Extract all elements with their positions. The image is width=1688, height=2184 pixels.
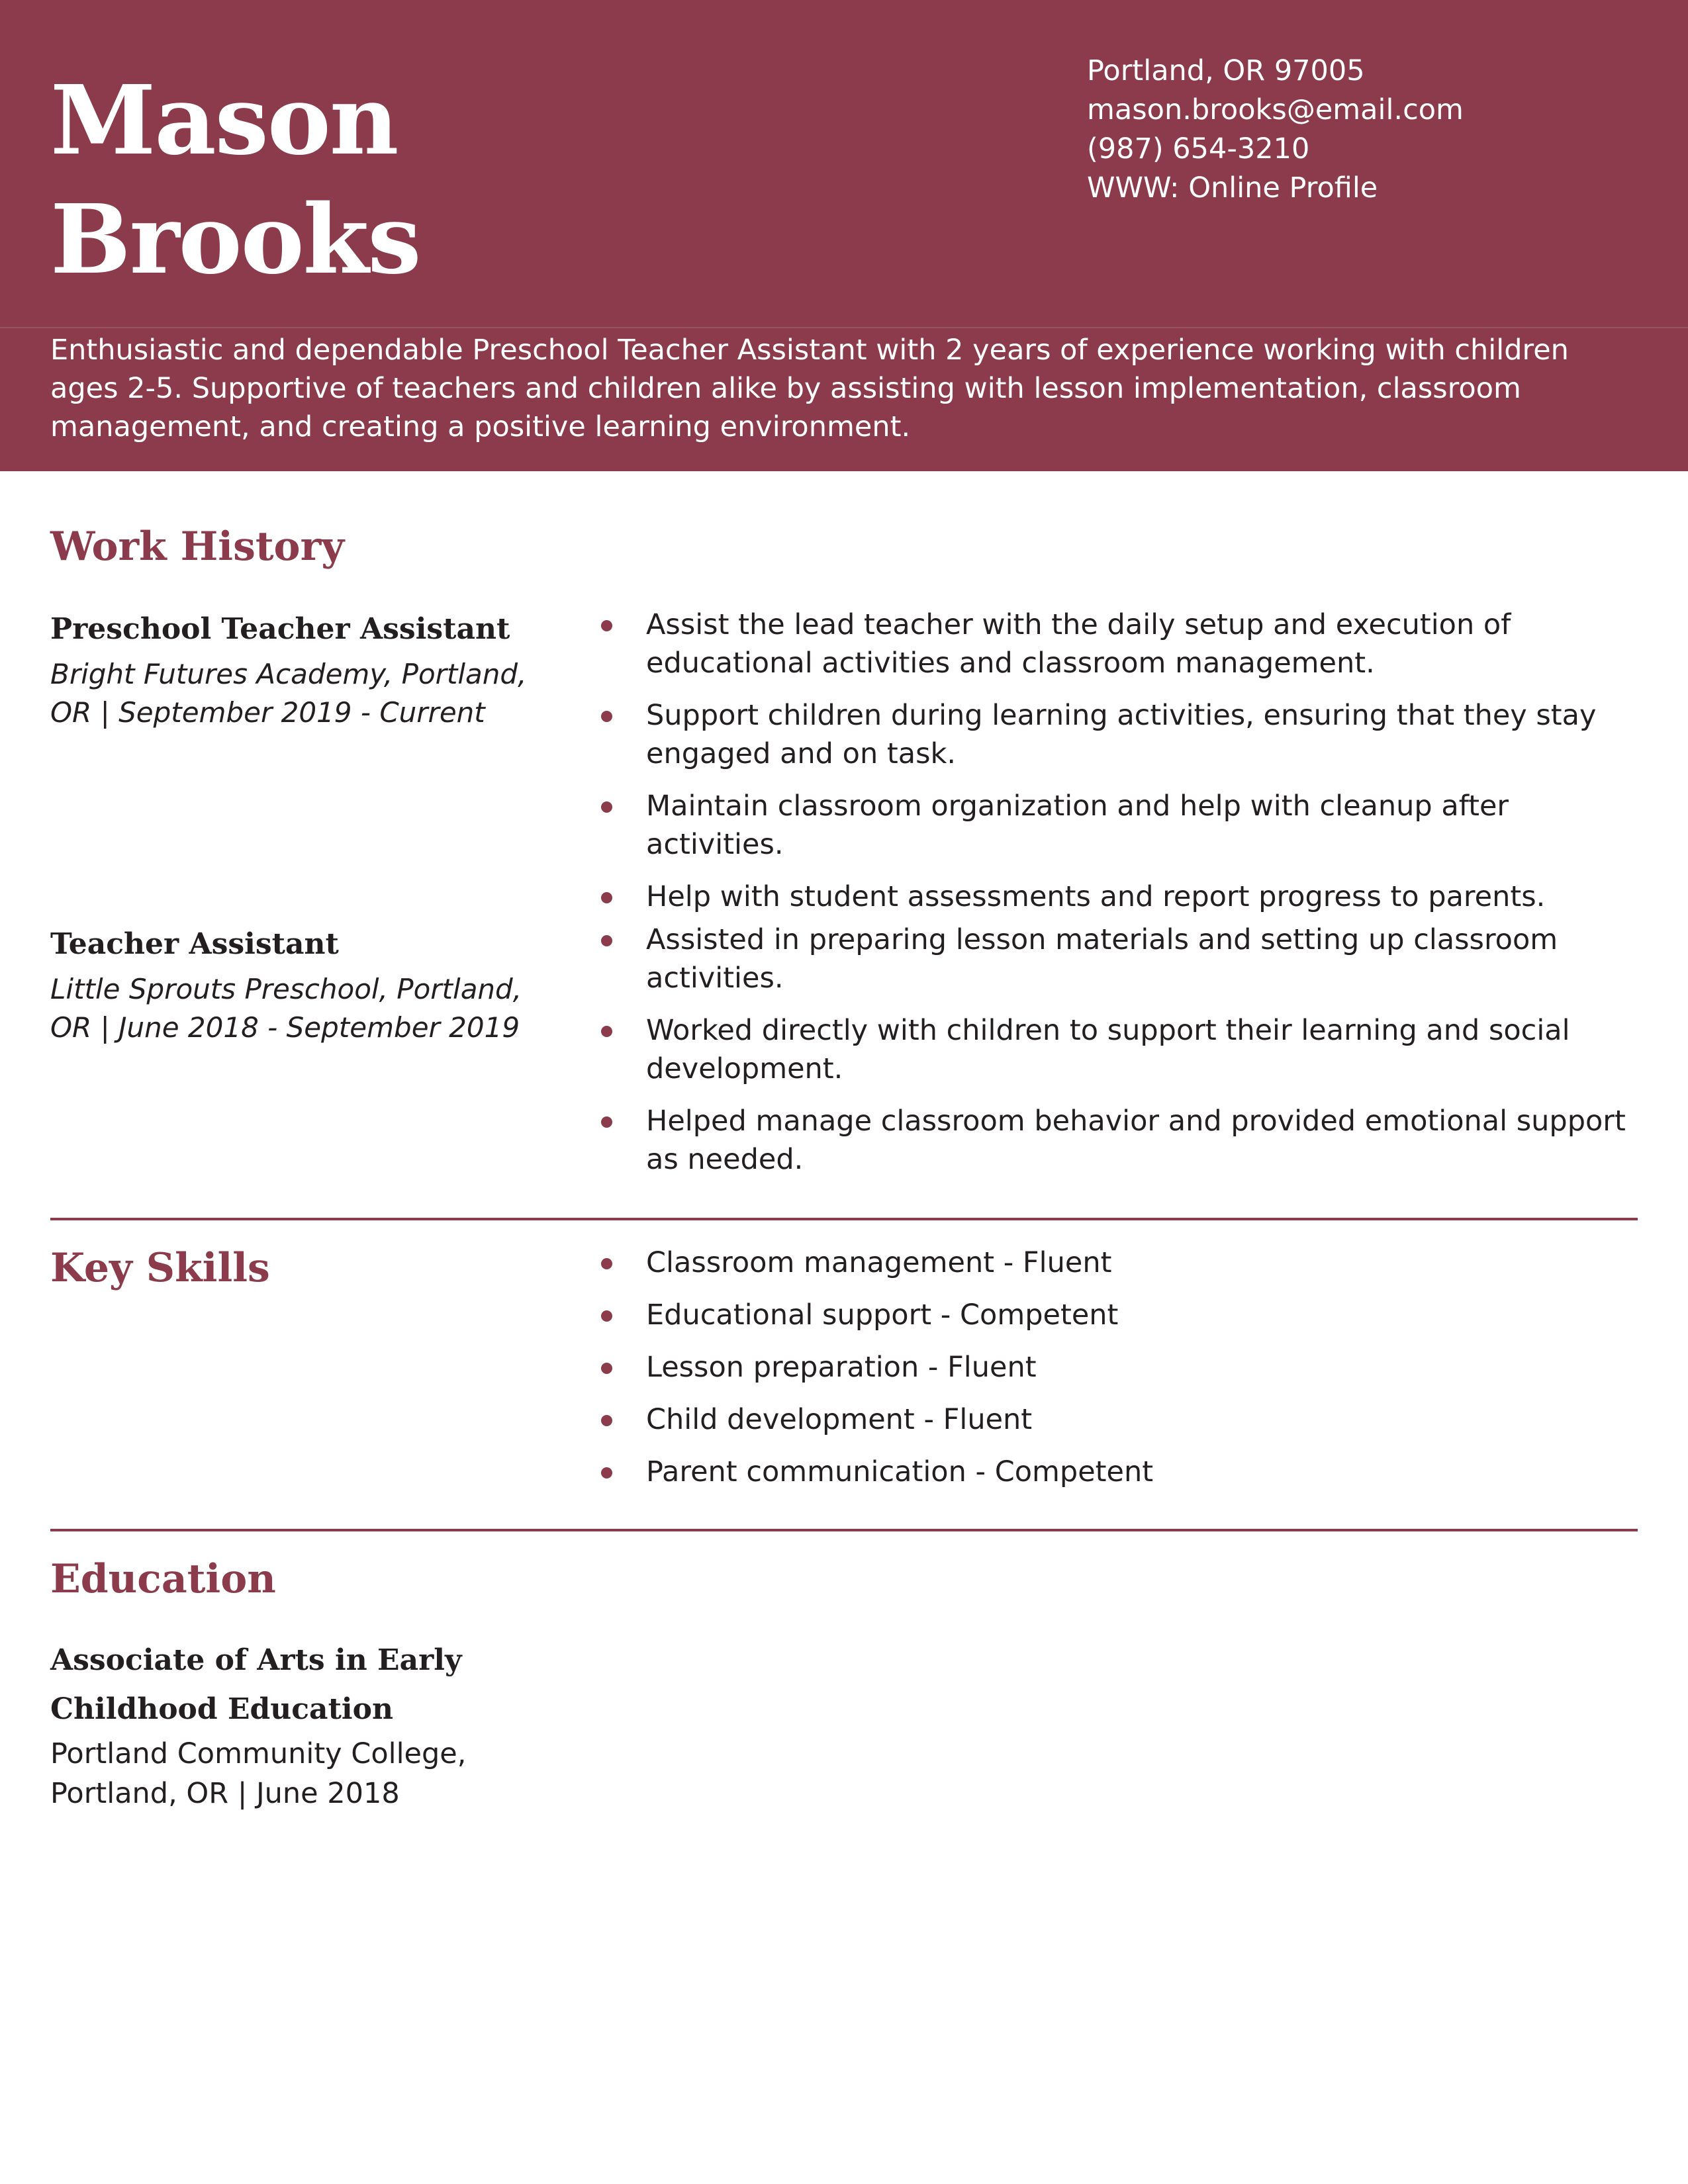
bullet-icon [601, 1026, 612, 1037]
skill-text: Child development - Fluent [646, 1403, 1033, 1436]
bullet-icon [601, 1415, 612, 1426]
education-degree: Associate of Arts in Early Childhood Education [50, 1643, 462, 1726]
job-title: Teacher Assistant [50, 927, 339, 961]
duty-text: Assist the lead teacher with the daily setup and execution of educational activities and classroom management. [646, 608, 1511, 680]
section-divider [50, 1529, 1638, 1531]
list-item [596, 1102, 1642, 1179]
job-location-dates: , Portland, OR | June 2018 - September 2019 [50, 973, 522, 1044]
list-item [596, 878, 1642, 916]
list-item [596, 1011, 1642, 1088]
skill-text: Parent communication - Competent [646, 1455, 1154, 1488]
bullet-icon [601, 620, 612, 631]
resume-header [0, 0, 1688, 471]
contact-info [1087, 52, 1464, 208]
job-employer: Bright Futures Academy [50, 658, 384, 690]
duty-text: Worked directly with children to support their learning and social development. [646, 1014, 1570, 1085]
bullet-icon [601, 1310, 612, 1322]
duty-text: Maintain classroom organization and help with cleanup after activities. [646, 790, 1509, 861]
skills-list [596, 1244, 1642, 1505]
bullet-icon [601, 1467, 612, 1479]
list-item [596, 1244, 1642, 1282]
skill-text: Educational support - Competent [646, 1298, 1119, 1332]
contact-phone: (987) 654-3210 [1087, 132, 1310, 165]
job-meta [50, 655, 553, 732]
job-meta [50, 970, 553, 1047]
list-item [596, 921, 1642, 997]
bullet-icon [601, 1258, 612, 1269]
list-item [596, 1296, 1642, 1334]
bullet-icon [601, 711, 612, 722]
header-divider [0, 327, 1688, 328]
duty-text: Assisted in preparing lesson materials and setting up classroom activities. [646, 923, 1558, 995]
job-location-dates: , Portland, OR | September 2019 - Current [50, 658, 527, 729]
bullet-icon [601, 1116, 612, 1128]
list-item [596, 696, 1642, 773]
job-title: Preschool Teacher Assistant [50, 612, 510, 646]
candidate-name [50, 61, 420, 299]
work-history-heading: Work History [50, 523, 345, 570]
contact-address: Portland, OR 97005 [1087, 54, 1365, 87]
duty-text: Help with student assessments and report progress to parents. [646, 880, 1546, 913]
contact-website[interactable]: WWW: Online Profile [1087, 171, 1378, 205]
bullet-icon [601, 935, 612, 946]
list-item [596, 1348, 1642, 1387]
bullet-icon [601, 1363, 612, 1374]
job-duties-list [596, 606, 1642, 930]
key-skills-heading: Key Skills [50, 1245, 270, 1291]
last-name: Brooks [50, 183, 420, 295]
education-school: Portland Community College, Portland, OR | June 2018 [50, 1737, 467, 1810]
list-item [596, 606, 1642, 682]
bullet-icon [601, 801, 612, 813]
list-item [596, 1453, 1642, 1491]
list-item [596, 1400, 1642, 1439]
bullet-icon [601, 892, 612, 903]
first-name: Mason [50, 64, 398, 176]
list-item [596, 787, 1642, 864]
duty-text: Helped manage classroom behavior and provided emotional support as needed. [646, 1105, 1626, 1176]
education-heading: Education [50, 1556, 276, 1602]
section-divider [50, 1218, 1638, 1220]
professional-summary: Enthusiastic and dependable Preschool Teacher Assistant with 2 years of experience working with children ages 2-5. Supportive of teachers and children alike by assisting with lesson implementation, classroom management, and creating a positive learning environment. [50, 334, 1569, 443]
skill-text: Classroom management - Fluent [646, 1246, 1112, 1279]
skill-text: Lesson preparation - Fluent [646, 1351, 1037, 1384]
contact-email[interactable]: mason.brooks@email.com [1087, 93, 1464, 126]
job-employer: Little Sprouts Preschool [50, 973, 379, 1005]
duty-text: Support children during learning activities, ensuring that they stay engaged and on task. [646, 699, 1597, 770]
job-duties-list [596, 921, 1642, 1193]
